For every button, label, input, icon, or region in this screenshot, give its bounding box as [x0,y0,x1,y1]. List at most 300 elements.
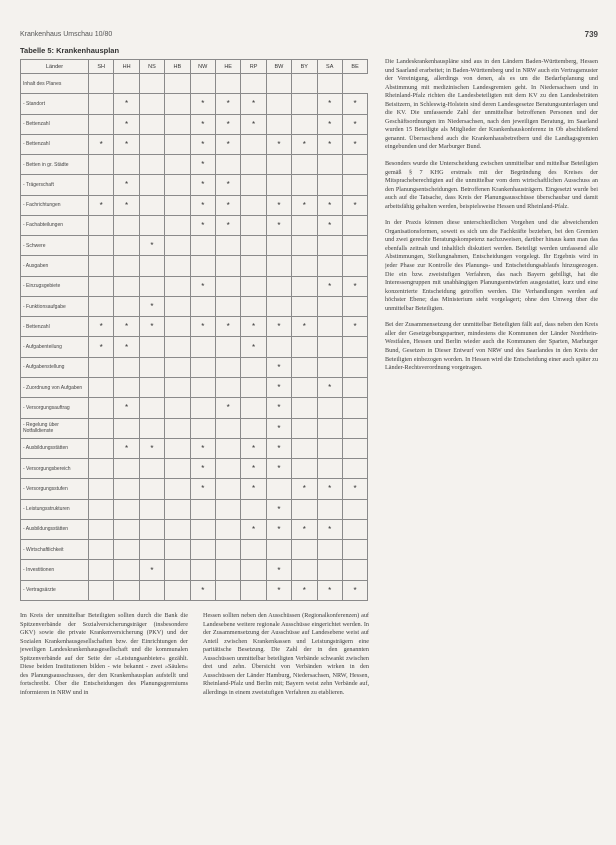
empty-cell [342,499,367,519]
empty-cell [317,337,342,357]
empty-cell [292,459,317,479]
empty-cell [139,94,164,114]
empty-cell [114,276,139,296]
check-mark: * [190,215,215,235]
check-mark: * [241,94,266,114]
empty-cell [139,74,164,94]
check-mark: * [317,215,342,235]
empty-cell [114,519,139,539]
empty-cell [292,499,317,519]
table-row [21,175,368,195]
empty-cell [317,438,342,458]
empty-cell [266,256,291,276]
empty-cell [114,540,139,560]
check-mark: * [266,317,291,337]
empty-cell [342,540,367,560]
empty-cell [292,560,317,580]
empty-cell [139,580,164,600]
table-row [21,519,368,539]
check-mark: * [89,134,114,154]
table-row [21,479,368,499]
check-mark: * [266,499,291,519]
empty-cell [266,296,291,316]
check-mark: * [89,337,114,357]
empty-cell [89,459,114,479]
empty-cell [317,357,342,377]
empty-cell [215,540,240,560]
row-label: - Wirtschaftlichkeit [21,540,89,560]
empty-cell [114,499,139,519]
empty-cell [342,357,367,377]
empty-cell [190,499,215,519]
empty-cell [139,499,164,519]
column-header-nw: NW [190,60,215,74]
table-row [21,560,368,580]
row-label: - Zuordnung von Aufgaben [21,377,89,397]
check-mark: * [266,398,291,418]
check-mark: * [292,317,317,337]
empty-cell [342,438,367,458]
check-mark: * [266,459,291,479]
empty-cell [89,175,114,195]
empty-cell [89,357,114,377]
empty-cell [165,438,190,458]
check-mark: * [292,519,317,539]
table-row [21,94,368,114]
row-label: - Ausbildungsstätten [21,438,89,458]
empty-cell [165,175,190,195]
empty-cell [89,519,114,539]
empty-cell [190,519,215,539]
empty-cell [292,377,317,397]
column-header-bw: BW [266,60,291,74]
empty-cell [317,459,342,479]
empty-cell [342,459,367,479]
table-row [21,377,368,397]
column-header-laender: Länder [21,60,89,74]
row-label: - Einzugsgebiete [21,276,89,296]
empty-cell [165,479,190,499]
table-header-row [21,60,368,74]
empty-cell [342,296,367,316]
table-row [21,256,368,276]
row-label: - Aufgabenteilung [21,337,89,357]
check-mark: * [190,580,215,600]
empty-cell [317,236,342,256]
check-mark: * [241,438,266,458]
empty-cell [241,134,266,154]
check-mark: * [190,94,215,114]
empty-cell [266,114,291,134]
check-mark: * [317,519,342,539]
check-mark: * [215,215,240,235]
check-mark: * [190,317,215,337]
check-mark: * [89,317,114,337]
table-row [21,459,368,479]
row-label: - Versorgungsauftrag [21,398,89,418]
check-mark: * [190,276,215,296]
check-mark: * [266,519,291,539]
check-mark: * [139,236,164,256]
empty-cell [89,580,114,600]
empty-cell [215,276,240,296]
empty-cell [165,499,190,519]
empty-cell [190,398,215,418]
empty-cell [342,155,367,175]
check-mark: * [266,580,291,600]
row-label: - Trägerschaft [21,175,89,195]
empty-cell [241,215,266,235]
empty-cell [241,580,266,600]
check-mark: * [342,580,367,600]
empty-cell [241,357,266,377]
empty-cell [215,418,240,438]
check-mark: * [114,438,139,458]
empty-cell [114,377,139,397]
table-row [21,155,368,175]
table-row [21,337,368,357]
empty-cell [89,94,114,114]
row-label: - Fachabteilungen [21,215,89,235]
empty-cell [215,256,240,276]
check-mark: * [114,195,139,215]
empty-cell [215,74,240,94]
table-row [21,195,368,215]
table-row [21,418,368,438]
table-row [21,276,368,296]
empty-cell [241,377,266,397]
empty-cell [165,94,190,114]
empty-cell [89,215,114,235]
table-title: Tabelle 5: Krankenhausplan [20,46,120,55]
check-mark: * [342,94,367,114]
check-mark: * [190,134,215,154]
empty-cell [292,94,317,114]
check-mark: * [266,195,291,215]
empty-cell [215,438,240,458]
empty-cell [215,560,240,580]
check-mark: * [266,377,291,397]
empty-cell [292,276,317,296]
check-mark: * [190,114,215,134]
empty-cell [139,114,164,134]
check-mark: * [190,438,215,458]
empty-cell [89,418,114,438]
empty-cell [165,540,190,560]
empty-cell [165,276,190,296]
empty-cell [139,256,164,276]
empty-cell [266,337,291,357]
empty-cell [114,155,139,175]
empty-cell [215,357,240,377]
empty-cell [114,296,139,316]
row-label: - Aufgabenstellung [21,357,89,377]
empty-cell [215,459,240,479]
empty-cell [241,74,266,94]
table-row [21,215,368,235]
empty-cell [241,296,266,316]
empty-cell [89,398,114,418]
empty-cell [139,519,164,539]
table-row [21,296,368,316]
empty-cell [266,155,291,175]
empty-cell [114,560,139,580]
empty-cell [190,337,215,357]
empty-cell [190,256,215,276]
check-mark: * [190,155,215,175]
empty-cell [165,398,190,418]
empty-cell [139,134,164,154]
empty-cell [317,175,342,195]
check-mark: * [139,560,164,580]
check-mark: * [266,438,291,458]
empty-cell [139,276,164,296]
empty-cell [89,377,114,397]
page-number: 739 [584,30,598,39]
empty-cell [292,155,317,175]
column-header-he: HE [215,60,240,74]
check-mark: * [241,459,266,479]
empty-cell [292,398,317,418]
empty-cell [241,155,266,175]
check-mark: * [190,175,215,195]
empty-cell [215,479,240,499]
table-body [21,74,368,601]
check-mark: * [241,519,266,539]
empty-cell [241,195,266,215]
check-mark: * [292,195,317,215]
check-mark: * [317,580,342,600]
empty-cell [342,519,367,539]
check-mark: * [114,94,139,114]
row-label: - Leistungsstrukturen [21,499,89,519]
check-mark: * [317,94,342,114]
empty-cell [190,357,215,377]
column-header-be: BE [342,60,367,74]
table-row [21,398,368,418]
row-label: - Bettenzahl [21,317,89,337]
empty-cell [139,175,164,195]
empty-cell [165,114,190,134]
empty-cell [89,236,114,256]
check-mark: * [317,134,342,154]
empty-cell [266,74,291,94]
check-mark: * [292,134,317,154]
paragraph: Besonders wurde die Unterscheidung zwischen unmittelbar und mittelbar Beteiligten gemäß § 7 KHG erstmals mit der Begründung des Kreises der Mitspracheberechtigten auf die unmittelbar vom dem wirtschaftlichen Ausschuss an den Planungsentscheidungen. Betroffenen Krankenhausträgern. Eingesetzt wurde bei auch auf die Tatsache, dass Kreis der Planungsausschüsse überschaubar und damit arbeitsfähig gehalten werden, beispielsweise Hessen und Rheinland-Pfalz. [385,160,598,210]
empty-cell [89,296,114,316]
table-row [21,134,368,154]
empty-cell [342,560,367,580]
check-mark: * [241,114,266,134]
empty-cell [114,479,139,499]
empty-cell [190,560,215,580]
check-mark: * [266,357,291,377]
paragraph: Die Landeskrankenhauspläne sind aus in den Ländern Baden-Württemberg, Hessen und Saarland erarbeitet; in Baden-Württemberg und in NRW auch ein Vertragsmuster der Vereinigung, allerdings von denen, als es um die Bedarfsplanung und Abstimmung mit medizinischen Landesgremien geht. In Niedersachsen und in Rheinland-Pfalz richten die Landesbeteiligten mit dem KV zu den Landesbeiräten Beisitzern, in Schleswig-Holstein sind deren Landesgesetze Beratungsunterlagen und die KV. Die umfassende Zahl der unmittelbar betroffenen Personen und der Geschäftsordnungen im Niedersachsen, nach den jeweiligen Beratung, im Saarland wurden 15 Beteiligte als Mitglieder der Krankenhauskonferenz in Ob abschließend genannt. Überraschend auch die Krankenhausbetreibern und die Landtagsgremien eingebunden und der Marburger Bund. [385,58,598,151]
empty-cell [190,74,215,94]
empty-cell [165,236,190,256]
empty-cell [215,519,240,539]
row-label: - Bettenzahl [21,114,89,134]
check-mark: * [292,580,317,600]
empty-cell [165,357,190,377]
empty-cell [215,337,240,357]
check-mark: * [215,317,240,337]
empty-cell [139,398,164,418]
empty-cell [342,175,367,195]
check-mark: * [266,560,291,580]
column-header-hb: HB [165,60,190,74]
empty-cell [139,377,164,397]
right-text-column [385,58,598,840]
row-label: - Funktionsaufgabe [21,296,89,316]
empty-cell [266,276,291,296]
check-mark: * [342,114,367,134]
check-mark: * [342,276,367,296]
planning-table [20,59,368,599]
empty-cell [89,155,114,175]
empty-cell [266,175,291,195]
empty-cell [241,236,266,256]
check-mark: * [114,134,139,154]
row-label: - Fachrichtungen [21,195,89,215]
empty-cell [317,398,342,418]
empty-cell [139,337,164,357]
check-mark: * [317,195,342,215]
empty-cell [215,377,240,397]
table-row [21,236,368,256]
empty-cell [292,357,317,377]
column-header-sh: SH [89,60,114,74]
column-header-sa: SA [317,60,342,74]
empty-cell [165,155,190,175]
empty-cell [165,580,190,600]
check-mark: * [215,195,240,215]
check-mark: * [241,337,266,357]
empty-cell [89,540,114,560]
empty-cell [292,114,317,134]
empty-cell [139,540,164,560]
row-label: - Versorgungsstufen [21,479,89,499]
empty-cell [241,418,266,438]
empty-cell [139,215,164,235]
check-mark: * [342,317,367,337]
empty-cell [342,418,367,438]
empty-cell [89,438,114,458]
empty-cell [89,114,114,134]
empty-cell [165,337,190,357]
check-mark: * [266,215,291,235]
empty-cell [292,175,317,195]
table-row [21,438,368,458]
empty-cell [342,215,367,235]
paragraph: In der Praxis können diese unterschiedlichen Vorgehen und die abweichenden Organisationsformen, soweit es sich um die Fachkräfte beziehen, bei den Gremien und zwei gerechte Beratungskompetenz nachzuweisen, darüber hinaus kann man das ebenfalls zeitnah und inhaltlich diskutiert werden. Beteiligt werden umfassend alle Abstimmungen, Stellungnahmen, Entscheidungen vorgelegt. Ihr Ergebnis wird in jeder Phase zur Kontrolle des Planungs- und Entscheidungsablaufs hinzugezogen. Die ein bzw. zweistufigen Verfahren, das nach Bayern gebilligt, hat die Interessengruppen mit unabhängigen Planungsentwürfen ausgestattet, kurz und eine konzentrierte Entscheidung getroffen werden. Die Verhandlungen werden auf höchster Ebene; das Ministerium steht vorgelagert; ohne den Umweg über die unmittelbar Beteiligten. [385,219,598,312]
empty-cell [241,560,266,580]
check-mark: * [190,195,215,215]
table-row [21,540,368,560]
empty-cell [165,134,190,154]
empty-cell [165,560,190,580]
empty-cell [165,74,190,94]
empty-cell [292,256,317,276]
empty-cell [342,398,367,418]
empty-cell [139,418,164,438]
check-mark: * [266,134,291,154]
row-label: - Regelung über Notfalldienste [21,418,89,438]
empty-cell [114,74,139,94]
check-mark: * [317,479,342,499]
empty-cell [215,296,240,316]
row-label: - Investitionen [21,560,89,580]
empty-cell [292,215,317,235]
column-header-by: BY [292,60,317,74]
check-mark: * [215,134,240,154]
check-mark: * [114,317,139,337]
check-mark: * [139,296,164,316]
paragraph: Hessen sollten neben den Ausschüssen (Regionalkonferenzen) auf Landesebene weitere regionale Ausschüsse eingerichtet werden. In der Zusammensetzung der Ausschüsse auf Landesebene weist auf Anteil zwischen Krankenkassen und Leistungsträgern eine paritätische Besetzung. Die Zahl der in den genannten Ausschüssen unmittelbar beteiligten Verbände schwankt zwischen drei und zehn. Übersicht von Verbänden wirken in den Ausschüssen der Länder Hamburg, Niedersachsen, NRW, Hessen, Rheinland-Pfalz und Berlin mit; Bayern weist zehn Verbände auf, allerdings in einem zweistufigen Verfahren zu etablieren. [203,612,369,696]
check-mark: * [317,276,342,296]
empty-cell [317,74,342,94]
empty-cell [165,418,190,438]
row-label: - Schwere [21,236,89,256]
check-mark: * [342,195,367,215]
check-mark: * [241,479,266,499]
check-mark: * [292,479,317,499]
column-header-rp: RP [241,60,266,74]
empty-cell [139,479,164,499]
check-mark: * [342,479,367,499]
row-label: - Bettenzahl [21,134,89,154]
empty-cell [317,296,342,316]
empty-cell [165,317,190,337]
check-mark: * [342,134,367,154]
empty-cell [114,236,139,256]
row-label: - Standort [21,94,89,114]
middle-text-column [203,612,369,840]
table-row [21,317,368,337]
check-mark: * [114,175,139,195]
left-text-column [20,612,188,840]
paragraph: Bei der Zusammensetzung der unmittelbar Beteiligten fällt auf, dass neben den Kreis aller der Gesetzgebungspartner, mindestens die Kommunen der Länder Nordrhein-Westfalen, Hessen und Berlin wieder auch die Kommunen der Sparten, Marburger Bund, Gesetzen in Dieser Entwurf von NRW und des Saarlandes in den Kreis der Beteiligten einbezogen worden. In Hessen wird die Entscheidung einer auch später zu Länder-Rechtsverordnung vorgetragen. [385,321,598,372]
empty-cell [89,560,114,580]
paragraph: Im Kreis der unmittelbar Beteiligten sollten durch die Bank die Spitzenverbände der Sozialversicherungsträger (insbesondere GKV) sowie die private Krankenversicherung (PKV) und der Sozialen Krankenhausgesellschaften bzw. der Einrichtungen der jeweiligen Landeskrankenhausgesellschaft und die kommunalen Spitzenverbände auf der Seite der »Leistungsanbieter« gezählt. Diese beiden Institutionen bilden - wie bekannt - zwei »Säulen« des Planungsausschusses, der den Krankenhausplan aufstellt und fortschreibt. Über die Entscheidungen des Planungsgremiums informieren in NRW und in [20,612,188,696]
empty-cell [114,357,139,377]
check-mark: * [190,479,215,499]
empty-cell [292,74,317,94]
empty-cell [215,236,240,256]
check-mark: * [89,195,114,215]
table-row [21,580,368,600]
empty-cell [266,94,291,114]
empty-cell [139,155,164,175]
empty-cell [190,296,215,316]
check-mark: * [215,114,240,134]
empty-cell [266,540,291,560]
check-mark: * [317,114,342,134]
empty-cell [317,256,342,276]
check-mark: * [215,398,240,418]
table-row [21,499,368,519]
empty-cell [89,74,114,94]
empty-cell [292,236,317,256]
empty-cell [317,418,342,438]
check-mark: * [139,438,164,458]
check-mark: * [114,337,139,357]
table-row [21,357,368,377]
empty-cell [190,540,215,560]
table-row [21,114,368,134]
empty-cell [317,155,342,175]
table-row [21,74,368,94]
